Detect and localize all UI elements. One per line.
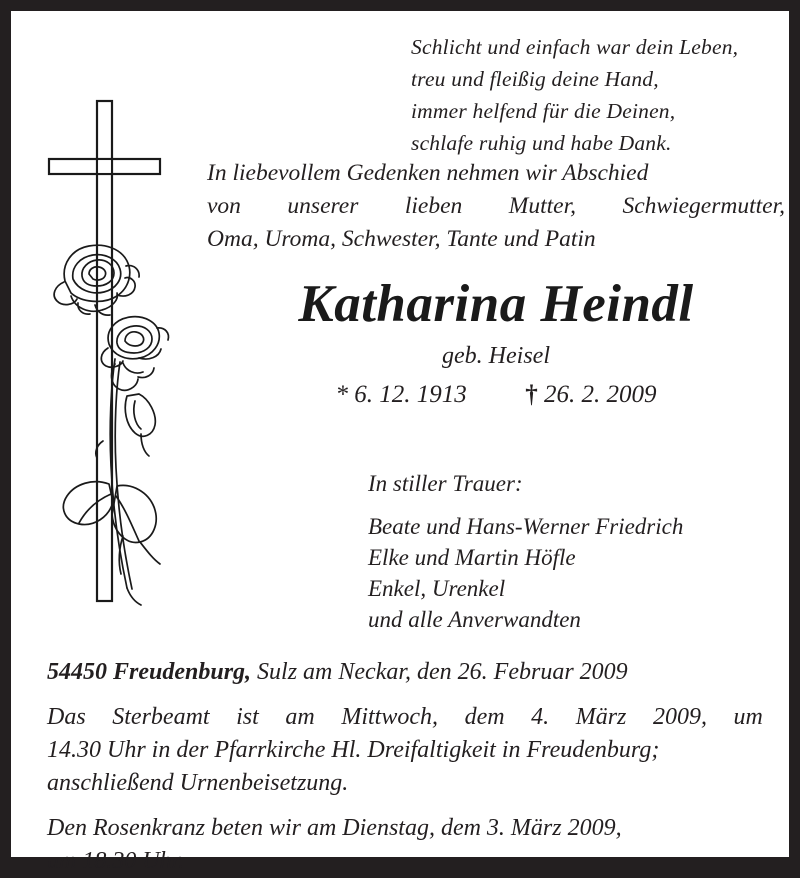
tribute-line-3: Oma, Uroma, Schwester, Tante und Patin xyxy=(207,226,596,252)
tribute-word: unserer xyxy=(287,193,359,219)
service-word: 4. xyxy=(531,704,550,730)
mourner-line: Beate und Hans-Werner Friedrich xyxy=(368,514,684,539)
verse-line-1: Schlicht und einfach war dein Leben, xyxy=(411,35,739,59)
service-word: Das xyxy=(47,704,86,730)
tribute-word: lieben xyxy=(404,193,463,219)
mourners-block xyxy=(368,468,788,635)
service-line-1 xyxy=(47,701,763,734)
death-date: 26. 2. 2009 xyxy=(544,381,657,408)
mourners-heading: In stiller Trauer: xyxy=(368,471,523,496)
service-word: Mittwoch, xyxy=(341,704,438,730)
obituary-page xyxy=(11,11,789,874)
tribute-word: von xyxy=(207,193,241,219)
service-word: dem xyxy=(464,704,505,730)
rosary-line-1: Den Rosenkranz beten wir am Dienstag, dem 3. März 2009, xyxy=(47,815,622,841)
place-date-rest: Sulz am Neckar, den 26. Februar 2009 xyxy=(251,659,628,685)
verse-line-3: immer helfend für die Deinen, xyxy=(411,99,676,123)
service-line-2: 14.30 Uhr in der Pfarrkirche Hl. Dreifaltigkeit in Freudenburg; xyxy=(47,737,660,763)
tribute-word: Schwiegermutter, xyxy=(622,193,785,219)
life-dates xyxy=(207,379,785,411)
rosary-line-2: um 18.30 Uhr. xyxy=(47,848,185,874)
place-and-date-line xyxy=(47,656,763,689)
tribute-line-1: In liebevollem Gedenken nehmen wir Abschied xyxy=(207,160,649,186)
service-word: Sterbeamt xyxy=(112,704,210,730)
birth-date: 6. 12. 1913 xyxy=(354,381,467,408)
mourner-line: und alle Anverwandten xyxy=(368,607,581,632)
postal-code-city: 54450 Freudenburg, xyxy=(47,659,252,685)
service-word: 2009, xyxy=(652,704,707,730)
mourner-line: Enkel, Urenkel xyxy=(368,576,506,601)
cross-with-roses-illustration xyxy=(31,96,216,616)
tribute-line-2 xyxy=(207,190,785,223)
verse-line-2: treu und fleißig deine Hand, xyxy=(411,67,659,91)
maiden-name: geb. Heisel xyxy=(442,343,550,369)
tribute-text xyxy=(207,157,785,256)
birth-symbol: * xyxy=(335,381,348,408)
verse-line-4: schlafe ruhig und habe Dank. xyxy=(411,131,672,155)
rosary-paragraph xyxy=(47,812,763,878)
service-details xyxy=(47,656,763,878)
tribute-word: Mutter, xyxy=(508,193,576,219)
death-cross-icon: † xyxy=(525,381,538,408)
service-word: am xyxy=(285,704,315,730)
service-word: ist xyxy=(236,704,259,730)
deceased-name: Katharina Heindl xyxy=(298,275,694,333)
mourner-line: Elke und Martin Höfle xyxy=(368,545,576,570)
service-line-3: anschließend Urnenbeisetzung. xyxy=(47,770,349,796)
service-word: März xyxy=(575,704,627,730)
service-word: um xyxy=(733,704,763,730)
memorial-verse xyxy=(411,31,791,159)
funeral-service-paragraph xyxy=(47,701,763,800)
